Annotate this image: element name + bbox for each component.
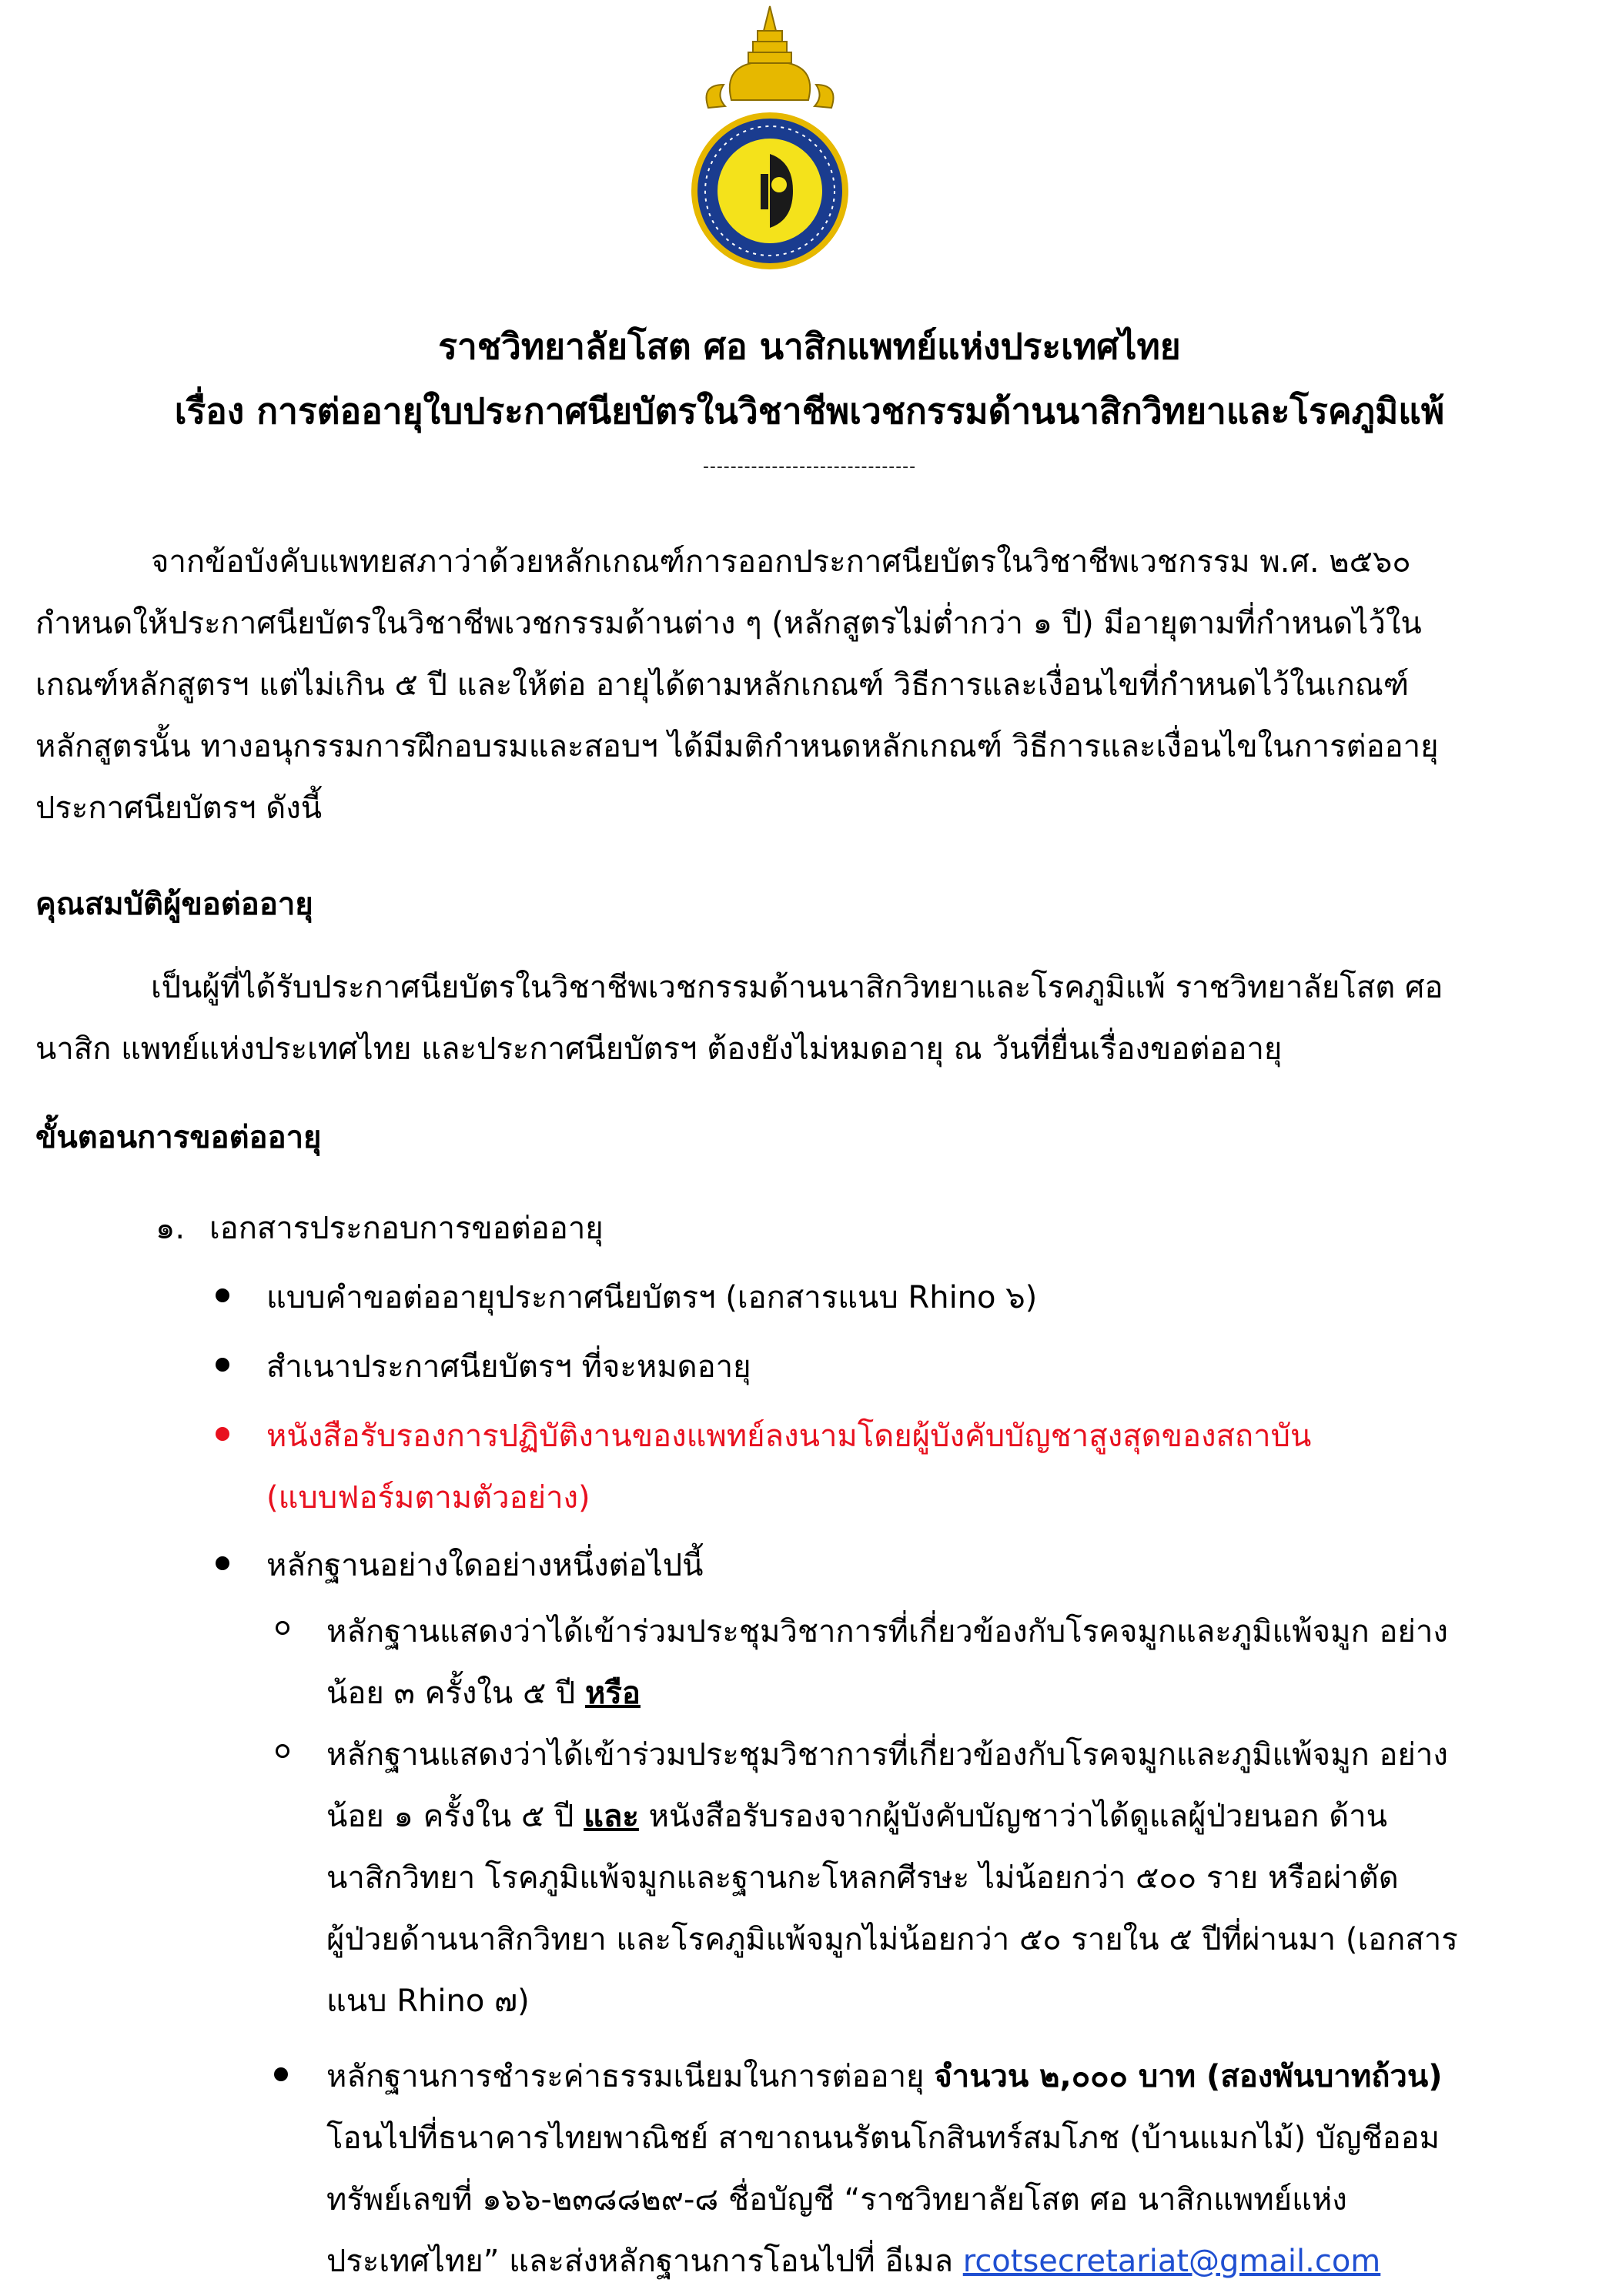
procedure-heading: ขั้นตอนการขอต่ออายุ (35, 1120, 322, 1155)
step-label: เอกสารประกอบการขอต่ออายุ (209, 1211, 604, 1246)
evidence-option-text: น้อย ๑ ครั้งใน ๕ ปี (326, 1799, 584, 1834)
document-item-evidence: หลักฐานอย่างใดอย่างหนึ่งต่อไปนี้ (266, 1548, 704, 1583)
qualification-heading: คุณสมบัติผู้ขอต่ออายุ (35, 887, 313, 922)
evidence-option-line (326, 1663, 1574, 1724)
intro-line: จากข้อบังคับแพทยสภาว่าด้วยหลักเกณฑ์การออกประกาศนียบัตรในวิชาชีพเวชกรรม พ.ศ. ๒๕๖๐ (151, 544, 1411, 580)
college-seal-logo (677, 0, 862, 277)
fee-line: โอนไปที่ธนาคารไทยพาณิชย์ สาขาถนนรัตนโกสินทร์สมโภช (บ้านแมกไม้) บัญชีออม (326, 2121, 1440, 2156)
bullet-dot-icon (216, 1358, 229, 1372)
evidence-option-1 (326, 1601, 1574, 1724)
evidence-option-line: ผู้ป่วยด้านนาสิกวิทยา และโรคภูมิแพ้จมูกไม่น้อยกว่า ๕๐ รายใน ๕ ปีที่ผ่านมา (เอกสาร (326, 1922, 1458, 1957)
bullet-circle-icon (276, 1744, 289, 1758)
intro-line: ประกาศนียบัตรฯ ดังนี้ (35, 790, 323, 826)
bullet-dot-icon (274, 2067, 288, 2081)
evidence-option-line: แนบ Rhino ๗) (326, 1984, 530, 2019)
performance-letter-line: (แบบฟอร์มตามตัวอย่าง) (266, 1480, 590, 1516)
evidence-option-2 (326, 1724, 1574, 2032)
document-item-request-form: แบบคำขอต่ออายุประกาศนียบัตรฯ (เอกสารแนบ Rhino ๖) (266, 1280, 1038, 1315)
document-item-certificate-copy: สำเนาประกาศนียบัตรฯ ที่จะหมดอายุ (266, 1349, 751, 1385)
performance-letter-line: หนังสือรับรองการปฏิบัติงานของแพทย์ลงนามโดยผู้บังคับบัญชาสูงสุดของสถาบัน (266, 1419, 1312, 1454)
document-title: ราชวิทยาลัยโสต ศอ นาสิกแพทย์แห่งประเทศไทย (438, 326, 1181, 367)
and-keyword: และ (584, 1799, 639, 1834)
fee-text: ประเทศไทย” และส่งหลักฐานการโอนไปที่ อีเมล (326, 2244, 963, 2279)
intro-line: เกณฑ์หลักสูตรฯ แต่ไม่เกิน ๕ ปี และให้ต่อ อายุได้ตามหลักเกณฑ์ วิธีการและเงื่อนไขที่กำหนดไว้ในเกณฑ์ (35, 667, 1410, 703)
qualification-line: นาสิก แพทย์แห่งประเทศไทย และประกาศนียบัตรฯ ต้องยังไม่หมดอายุ ณ วันที่ยื่นเรื่องขอต่ออายุ (35, 1031, 1283, 1067)
qualification-paragraph (35, 957, 1521, 1080)
intro-line: กำหนดให้ประกาศนียบัตรในวิชาชีพเวชกรรมด้านต่าง ๆ (หลักสูตรไม่ต่ำกว่า ๑ ปี) มีอายุตามที่กำหนดไว้ใน (35, 606, 1422, 641)
qualification-line: เป็นผู้ที่ได้รับประกาศนียบัตรในวิชาชีพเวชกรรมด้านนาสิกวิทยาและโรคภูมิแพ้ ราชวิทยาลัยโสต ศอ (151, 970, 1443, 1005)
document-item-fee (326, 2046, 1604, 2292)
bullet-circle-icon (276, 1621, 289, 1635)
intro-paragraph (35, 531, 1521, 839)
evidence-option-text: หนังสือรับรองจากผู้บังคับบัญชาว่าได้ดูแลผู้ป่วยนอก ด้าน (638, 1799, 1387, 1834)
fee-text: หลักฐานการชำระค่าธรรมเนียมในการต่ออายุ (326, 2059, 935, 2094)
document-subject: เรื่อง การต่ออายุใบประกาศนียบัตรในวิชาชีพเวชกรรมด้านนาสิกวิทยาและโรคภูมิแพ้ (174, 390, 1445, 432)
step-number: ๑. (156, 1211, 186, 1246)
evidence-option-line: หลักฐานแสดงว่าได้เข้าร่วมประชุมวิชาการที่เกี่ยวข้องกับโรคจมูกและภูมิแพ้จมูก อย่าง (326, 1614, 1448, 1649)
bullet-dot-icon (216, 1288, 229, 1302)
fee-line (326, 2231, 1604, 2292)
fee-line (326, 2046, 1604, 2107)
intro-line: หลักสูตรนั้น ทางอนุกรรมการฝึกอบรมและสอบฯ ได้มีมติกำหนดหลักเกณฑ์ วิธีการและเงื่อนไขในการต่ออายุ (35, 729, 1439, 764)
or-keyword: หรือ (585, 1676, 641, 1711)
secretariat-email-link[interactable]: rcotsecretariat@gmail.com (962, 2244, 1381, 2279)
fee-amount: จำนวน ๒,๐๐๐ บาท (สองพันบาทถ้วน) (934, 2059, 1443, 2094)
evidence-option-line (326, 1786, 1574, 1847)
evidence-option-text: น้อย ๓ ครั้งใน ๕ ปี (326, 1676, 586, 1711)
bullet-dot-icon (216, 1427, 229, 1441)
bullet-dot-icon (216, 1556, 229, 1570)
document-item-performance-letter (266, 1405, 1575, 1529)
evidence-option-line: นาสิกวิทยา โรคภูมิแพ้จมูกและฐานกะโหลกศีรษะ ไม่น้อยกว่า ๕๐๐ ราย หรือผ่าตัด (326, 1860, 1399, 1896)
fee-line: ทรัพย์เลขที่ ๑๖๖-๒๓๘๘๒๙-๘ ชื่อบัญชี “ราชวิทยาลัยโสต ศอ นาสิกแพทย์แห่ง (326, 2182, 1347, 2217)
title-divider: ------------------------------- (702, 457, 917, 476)
evidence-option-line: หลักฐานแสดงว่าได้เข้าร่วมประชุมวิชาการที่เกี่ยวข้องกับโรคจมูกและภูมิแพ้จมูก อย่าง (326, 1737, 1448, 1773)
